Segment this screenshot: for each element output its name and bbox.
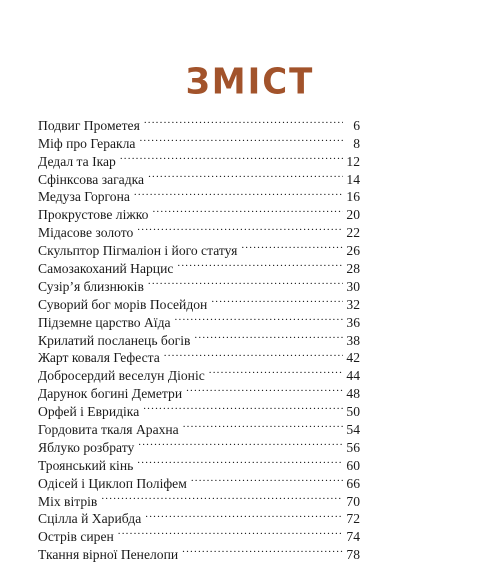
toc-entry-page-number: 78	[346, 547, 360, 563]
toc-entry-page-number: 42	[346, 350, 360, 366]
toc-entry[interactable]	[38, 112, 360, 133]
toc-entry-title: Подвиг Прометея	[38, 117, 140, 133]
toc-entry-title: Острів сирен	[38, 529, 114, 545]
dot-leader	[209, 362, 343, 380]
dot-leader	[144, 112, 343, 130]
toc-entry-title: Суворий бог морів Посейдон	[38, 296, 208, 312]
dot-leader	[143, 398, 343, 416]
toc-entry-title: Троянський кінь	[38, 457, 134, 473]
toc-entry-title: Прокрустове ліжко	[38, 207, 149, 223]
toc-entry-page-number: 48	[346, 386, 360, 402]
toc-entry-page-number: 72	[346, 511, 360, 527]
toc-entry-title: Ткання вірної Пенелопи	[38, 547, 179, 563]
toc-entry-title: Яблуко розбрату	[38, 439, 135, 455]
dot-leader	[191, 470, 343, 488]
toc-entry-title: Самозакоханий Нарцис	[38, 261, 174, 277]
toc-entry-page-number: 56	[346, 439, 360, 455]
dot-leader	[164, 345, 343, 363]
dot-leader	[194, 327, 343, 345]
toc-entry-page-number: 70	[346, 493, 360, 509]
toc-entry-title: Мідасове золото	[38, 225, 134, 241]
toc-entry-title: Орфей і Евридіка	[38, 404, 140, 420]
dot-leader	[118, 523, 343, 541]
toc-entry-title: Гордовита ткаля Арахна	[38, 422, 179, 438]
toc-entry-title: Сцілла й Харибда	[38, 511, 142, 527]
toc-entry-page-number: 6	[353, 117, 360, 133]
toc-entry-title: Медуза Горгона	[38, 189, 130, 205]
toc-entry-title: Міф про Геракла	[38, 135, 136, 151]
toc-entry-page-number: 38	[346, 332, 360, 348]
toc-entry-page-number: 14	[346, 171, 360, 187]
toc-entry-title: Жарт коваля Гефеста	[38, 350, 160, 366]
dot-leader	[182, 541, 343, 559]
toc-entry-page-number: 50	[346, 404, 360, 420]
toc-entry-title: Дарунок богині Деметри	[38, 386, 183, 402]
toc-entry-page-number: 66	[346, 475, 360, 491]
dot-leader	[137, 219, 343, 237]
toc-entry-title: Міх вітрів	[38, 493, 98, 509]
toc-entry-page-number: 54	[346, 422, 360, 438]
dot-leader	[134, 184, 343, 202]
dot-leader	[241, 237, 343, 255]
toc-entry-title: Одісей і Циклоп Поліфем	[38, 475, 187, 491]
toc-entry-page-number: 74	[346, 529, 360, 545]
dot-leader	[138, 434, 343, 452]
toc-entry-title: Скульптор Пігмаліон і його статуя	[38, 243, 238, 259]
dot-leader	[175, 309, 343, 327]
dot-leader	[183, 416, 343, 434]
toc-entry-title: Сфінксова загадка	[38, 171, 145, 187]
dot-leader	[145, 506, 343, 524]
toc-entry-page-number: 26	[346, 243, 360, 259]
toc-entry-title: Крилатий посланець богів	[38, 332, 191, 348]
toc-entry-title: Добросердий веселун Діоніс	[38, 368, 205, 384]
dot-leader	[137, 452, 343, 470]
toc-entry-page-number: 60	[346, 457, 360, 473]
toc-entry-page-number: 20	[346, 207, 360, 223]
toc-entry-page-number: 16	[346, 189, 360, 205]
toc-entry-page-number: 28	[346, 261, 360, 277]
toc-entry-page-number: 22	[346, 225, 360, 241]
toc-entry-page-number: 12	[346, 153, 360, 169]
toc-entry-page-number: 32	[346, 296, 360, 312]
toc-entry-page-number: 44	[346, 368, 360, 384]
dot-leader	[120, 148, 343, 166]
dot-leader	[152, 201, 343, 219]
toc-entry-title: Підземне царство Аїда	[38, 314, 171, 330]
dot-leader	[211, 291, 343, 309]
dot-leader	[101, 488, 343, 506]
toc-entry-page-number: 30	[346, 278, 360, 294]
dot-leader	[186, 380, 343, 398]
dot-leader	[177, 255, 343, 273]
toc-entry-title: Дедал та Ікар	[38, 153, 116, 169]
page-title: ЗМІСТ	[185, 61, 315, 103]
toc-entry-title: Сузір’я близнюків	[38, 278, 144, 294]
dot-leader	[148, 273, 343, 291]
toc-entry-page-number: 8	[353, 135, 360, 151]
dot-leader	[148, 166, 343, 184]
toc-entry-page-number: 36	[346, 314, 360, 330]
table-of-contents	[38, 112, 360, 563]
dot-leader	[139, 130, 343, 148]
